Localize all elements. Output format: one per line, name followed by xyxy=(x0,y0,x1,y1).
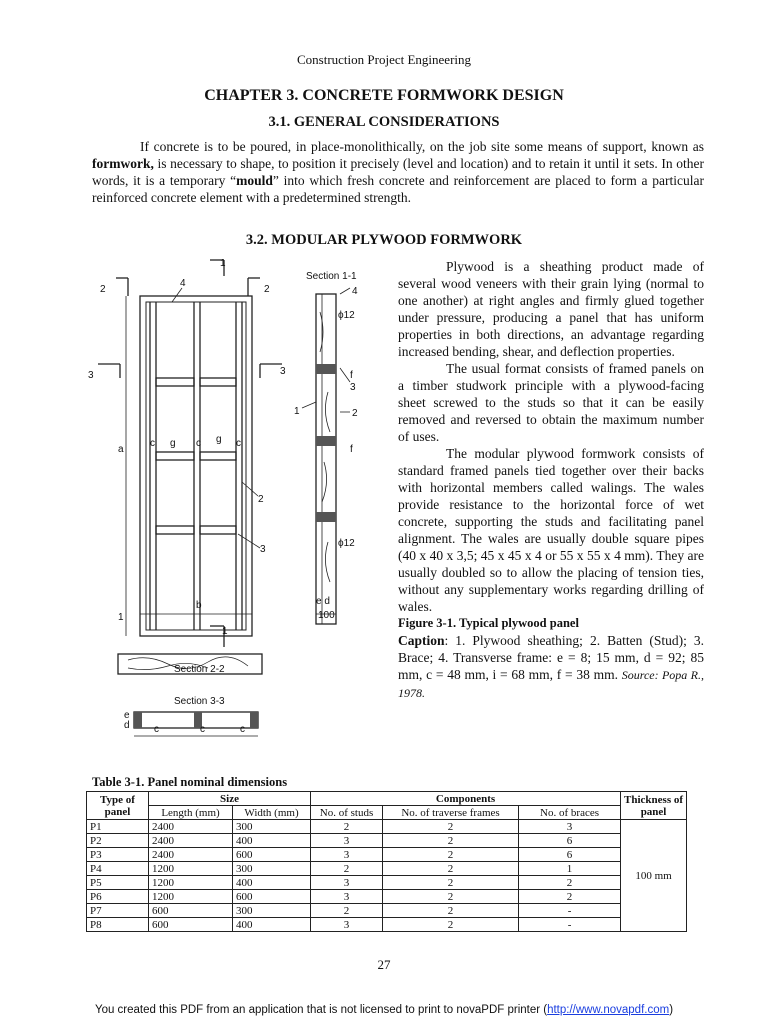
svg-text:3: 3 xyxy=(280,366,286,377)
paragraph-modular: The modular plywood formwork consists of standard framed panels tied together over their backs with horizontal members called walings. The wales provide resistance to the horizontal force of wet concrete, supporting the studs and facilitating panel alignment. The wales are usually double square pipes (40 x 40 x 3,5; 45 x 45 x 4 or 55 x 55 x 4 mm). They are usually doubled so to allow the placing of tension ties, without any supplementary works regarding drilling of wales. xyxy=(398,446,704,614)
svg-text:g: g xyxy=(216,434,222,445)
svg-text:f: f xyxy=(350,444,353,455)
svg-text:c: c xyxy=(150,438,155,449)
header-components: Components xyxy=(311,792,621,806)
thickness-cell: 100 mm xyxy=(621,820,687,932)
table-cell: 1200 xyxy=(149,876,233,890)
svg-text:c: c xyxy=(154,724,159,735)
svg-text:b: b xyxy=(196,600,202,611)
table-cell: 2 xyxy=(383,820,519,834)
header-length: Length (mm) xyxy=(149,806,233,820)
table-cell: P1 xyxy=(87,820,149,834)
table-cell: 400 xyxy=(233,876,311,890)
table-cell: 600 xyxy=(233,890,311,904)
table-cell: 3 xyxy=(311,876,383,890)
svg-text:ϕ12: ϕ12 xyxy=(338,310,355,321)
svg-text:2: 2 xyxy=(264,284,270,295)
svg-text:e d: e d xyxy=(316,596,330,607)
panel-dimensions-table xyxy=(86,791,687,932)
table-cell: 2 xyxy=(519,890,621,904)
table-row xyxy=(87,848,687,862)
page-number: 27 xyxy=(377,957,391,972)
table-row xyxy=(87,918,687,932)
svg-text:a: a xyxy=(118,444,124,455)
svg-text:4: 4 xyxy=(352,286,358,297)
table-row xyxy=(87,862,687,876)
svg-text:g: g xyxy=(170,438,176,449)
table-cell: P8 xyxy=(87,918,149,932)
svg-text:2: 2 xyxy=(352,408,358,419)
plywood-panel-figure xyxy=(88,252,394,752)
svg-text:c: c xyxy=(236,438,241,449)
svg-text:100: 100 xyxy=(318,610,335,621)
figure-caption: Caption: 1. Plywood sheathing; 2. Batten (Stud); 3. Brace; 4. Transverse frame: e = 8; 15 mm, d = 92; 85 mm, c = 48 mm, i = 68 mm, f = 38 mm. Source: Popa R., 1978. xyxy=(398,633,704,700)
table-cell: 2 xyxy=(311,820,383,834)
section-3-2-title: 3.2. MODULAR PLYWOOD FORMWORK xyxy=(245,232,523,248)
svg-text:f: f xyxy=(350,370,353,381)
table-cell: 2 xyxy=(383,848,519,862)
table-cell: - xyxy=(519,904,621,918)
header-studs: No. of studs xyxy=(311,806,383,820)
table-cell: 600 xyxy=(149,904,233,918)
table-cell: 6 xyxy=(519,834,621,848)
section-3-1-paragraph: If concrete is to be poured, in place-monolithically, on the job site some means of support, known as formwork, is necessary to shape, to position it precisely (level and location) and to retain it until it sets. In other words, it is a temporary “mould” into which fresh concrete and reinforcement are placed to form a particular reinforced concrete element with a predetermined strength. xyxy=(92,139,705,205)
table-cell: 2 xyxy=(383,876,519,890)
svg-text:1: 1 xyxy=(220,258,226,269)
table-cell: 2400 xyxy=(149,848,233,862)
table-cell: 6 xyxy=(519,848,621,862)
table-cell: 1 xyxy=(519,862,621,876)
svg-text:3: 3 xyxy=(350,382,356,393)
term-formwork: formwork, xyxy=(92,156,154,171)
header-frames: No. of traverse frames xyxy=(383,806,519,820)
svg-text:1: 1 xyxy=(222,626,228,637)
svg-text:c: c xyxy=(240,724,245,735)
section-1-1-label: Section 1-1 xyxy=(306,271,357,282)
svg-text:3: 3 xyxy=(260,544,266,555)
section-3-2-text xyxy=(398,258,704,702)
svg-text:ϕ12: ϕ12 xyxy=(338,538,355,549)
table-cell: 2 xyxy=(383,904,519,918)
section-3-1-title: 3.1. GENERAL CONSIDERATIONS xyxy=(268,114,500,130)
table-cell: 2 xyxy=(383,834,519,848)
svg-text:c: c xyxy=(196,438,201,449)
table-cell: 2 xyxy=(383,890,519,904)
table-cell: 2400 xyxy=(149,834,233,848)
table-cell: 400 xyxy=(233,834,311,848)
section-2-2-label: Section 2-2 xyxy=(174,664,225,675)
table-row xyxy=(87,834,687,848)
table-title: Table 3-1. Panel nominal dimensions xyxy=(92,775,288,789)
table-cell: P4 xyxy=(87,862,149,876)
table-cell: 300 xyxy=(233,862,311,876)
table-cell: P3 xyxy=(87,848,149,862)
paragraph-plywood: Plywood is a sheathing product made of several wood veneers with their grain lying (normal to one another) at right angles and firmly glued together under pressure, producing a panel that has uniform properties in both directions, an advantage regarding increased bending, shear, and deflection properties. xyxy=(398,259,704,359)
header-braces: No. of braces xyxy=(519,806,621,820)
table-cell: P5 xyxy=(87,876,149,890)
svg-text:1: 1 xyxy=(118,612,124,623)
figure-title: Figure 3-1. Typical plywood panel xyxy=(398,616,579,630)
table-cell: 300 xyxy=(233,820,311,834)
table-cell: 400 xyxy=(233,918,311,932)
table-cell: 2 xyxy=(519,876,621,890)
header-size: Size xyxy=(149,792,311,806)
header-type: Type of panel xyxy=(87,792,149,820)
svg-text:3: 3 xyxy=(88,370,94,381)
svg-text:4: 4 xyxy=(180,278,186,289)
running-header: Construction Project Engineering xyxy=(296,52,472,67)
table-cell: 1200 xyxy=(149,862,233,876)
table-cell: 3 xyxy=(311,890,383,904)
svg-text:d: d xyxy=(124,720,130,731)
table-cell: P6 xyxy=(87,890,149,904)
table-cell: 600 xyxy=(149,918,233,932)
footer-notice: You created this PDF from an application that is not licensed to print to novaPDF printer (http://www.novapdf.com) xyxy=(94,1004,674,1016)
table-row xyxy=(87,876,687,890)
table-cell: P7 xyxy=(87,904,149,918)
table-cell: - xyxy=(519,918,621,932)
table-cell: 3 xyxy=(311,918,383,932)
svg-text:2: 2 xyxy=(258,494,264,505)
term-mould: mould xyxy=(236,173,273,188)
header-width: Width (mm) xyxy=(233,806,311,820)
chapter-title: CHAPTER 3. CONCRETE FORMWORK DESIGN xyxy=(204,87,564,104)
svg-text:2: 2 xyxy=(100,284,106,295)
svg-text:1: 1 xyxy=(294,406,300,417)
figure-source: Source: Popa R., 1978. xyxy=(398,668,704,700)
table-cell: 2 xyxy=(383,918,519,932)
table-cell: 300 xyxy=(233,904,311,918)
table-cell: 2 xyxy=(311,904,383,918)
paragraph-format: The usual format consists of framed panels on a timber studwork principle with a plywood-facing sheet screwed to the studs so that it can be easily removed and reversed to obtain the maximum number of uses. xyxy=(398,361,704,444)
table-cell: 1200 xyxy=(149,890,233,904)
header-thickness: Thickness of panel xyxy=(621,792,687,820)
novapdf-link[interactable]: http://www.novapdf.com xyxy=(547,1004,670,1016)
table-row xyxy=(87,820,687,834)
table-cell: P2 xyxy=(87,834,149,848)
table-cell: 2 xyxy=(311,862,383,876)
svg-text:c: c xyxy=(200,724,205,735)
table-cell: 600 xyxy=(233,848,311,862)
section-3-3-label: Section 3-3 xyxy=(174,696,225,707)
table-cell: 3 xyxy=(519,820,621,834)
table-row xyxy=(87,890,687,904)
svg-text:e: e xyxy=(124,710,130,721)
table-cell: 2400 xyxy=(149,820,233,834)
table-cell: 3 xyxy=(311,848,383,862)
table-row xyxy=(87,904,687,918)
table-cell: 2 xyxy=(383,862,519,876)
table-cell: 3 xyxy=(311,834,383,848)
